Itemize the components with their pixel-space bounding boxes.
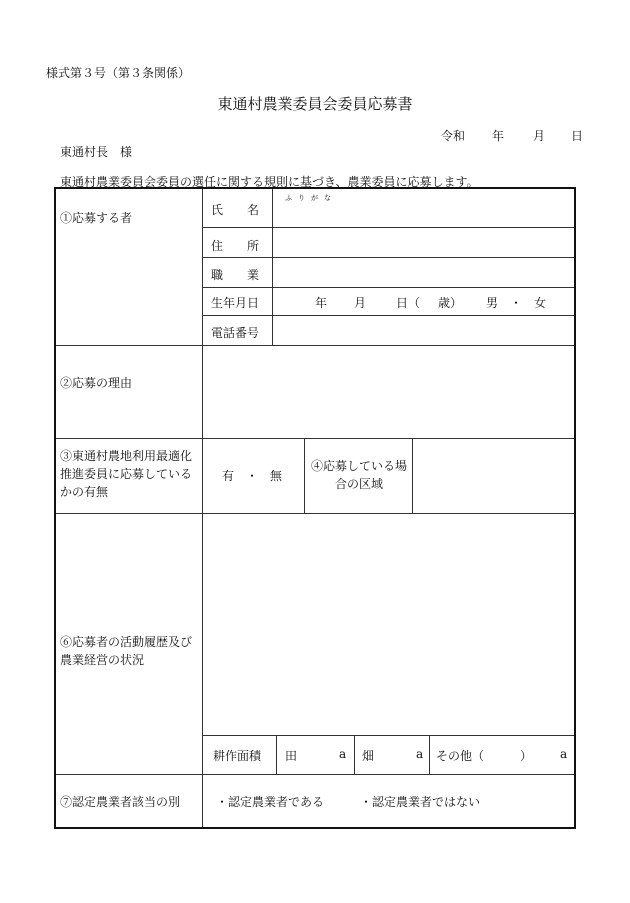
column-divider <box>354 735 355 774</box>
rice-field-label: 田 <box>285 749 298 763</box>
field-unit: a <box>416 747 424 761</box>
birth-day-unit: 日（ <box>396 296 421 310</box>
reason-label: ②応募の理由 <box>60 376 133 390</box>
committee-label: ③東通村農地利用最適化推進委員に応募しているかの有無 <box>60 449 193 499</box>
certified-no-option: ・認定農業者ではない <box>360 795 481 809</box>
area-label: ④応募している場合の区域 <box>310 459 407 491</box>
birth-year-unit: 年 <box>315 296 328 310</box>
furigana-label: ふりがな <box>285 194 337 202</box>
section-divider <box>56 513 574 514</box>
date-day: 日 <box>571 129 584 143</box>
intro-text: 東通村農業委員会委員の選任に関する規則に基づき、農業委員に応募します。 <box>60 175 479 189</box>
row-divider <box>202 315 574 316</box>
certified-yes-option: ・認定農業者である <box>216 795 325 809</box>
form-number: 様式第３号（第３条関係） <box>46 66 191 80</box>
date-month: 月 <box>533 129 546 143</box>
row-divider <box>202 735 574 736</box>
birth-month-unit: 月 <box>354 296 367 310</box>
column-divider <box>429 735 430 774</box>
column-divider <box>276 735 277 774</box>
committee-choice: 有 ・ 無 <box>222 469 283 483</box>
phone-label: 電話番号 <box>211 326 260 340</box>
certified-label: ⑦認定農業者該当の別 <box>60 795 181 809</box>
history-label: ⑥応募者の活動履歴及び農業経営の状況 <box>60 635 193 667</box>
section-divider <box>56 438 574 439</box>
occupation-label: 職 業 <box>211 268 260 282</box>
other-unit: a <box>560 747 568 761</box>
column-divider <box>412 438 413 513</box>
address-label: 住 所 <box>211 239 260 253</box>
row-divider <box>202 227 574 228</box>
section-divider <box>56 774 574 775</box>
other-label: その他（ ） <box>436 749 533 763</box>
gender-choice: 男 ・ 女 <box>486 296 547 310</box>
row-divider <box>202 287 574 288</box>
applicant-section-label: ①応募する者 <box>60 211 133 225</box>
section-divider <box>56 345 574 346</box>
farm-area-label: 耕作面積 <box>213 749 262 763</box>
date-era: 令和 <box>441 129 466 143</box>
rice-field-unit: a <box>339 747 347 761</box>
column-divider <box>272 189 273 345</box>
column-divider <box>202 189 203 827</box>
document-title: 東通村農業委員会委員応募書 <box>217 95 413 113</box>
name-label: 氏 名 <box>211 203 260 217</box>
application-form <box>54 187 576 829</box>
birthdate-label: 生年月日 <box>211 296 260 310</box>
addressee: 東通村長 様 <box>60 145 133 159</box>
column-divider <box>304 438 305 513</box>
field-label: 畑 <box>362 749 375 763</box>
row-divider <box>202 257 574 258</box>
age-unit: 歳） <box>438 296 463 310</box>
date-year: 年 <box>492 129 505 143</box>
